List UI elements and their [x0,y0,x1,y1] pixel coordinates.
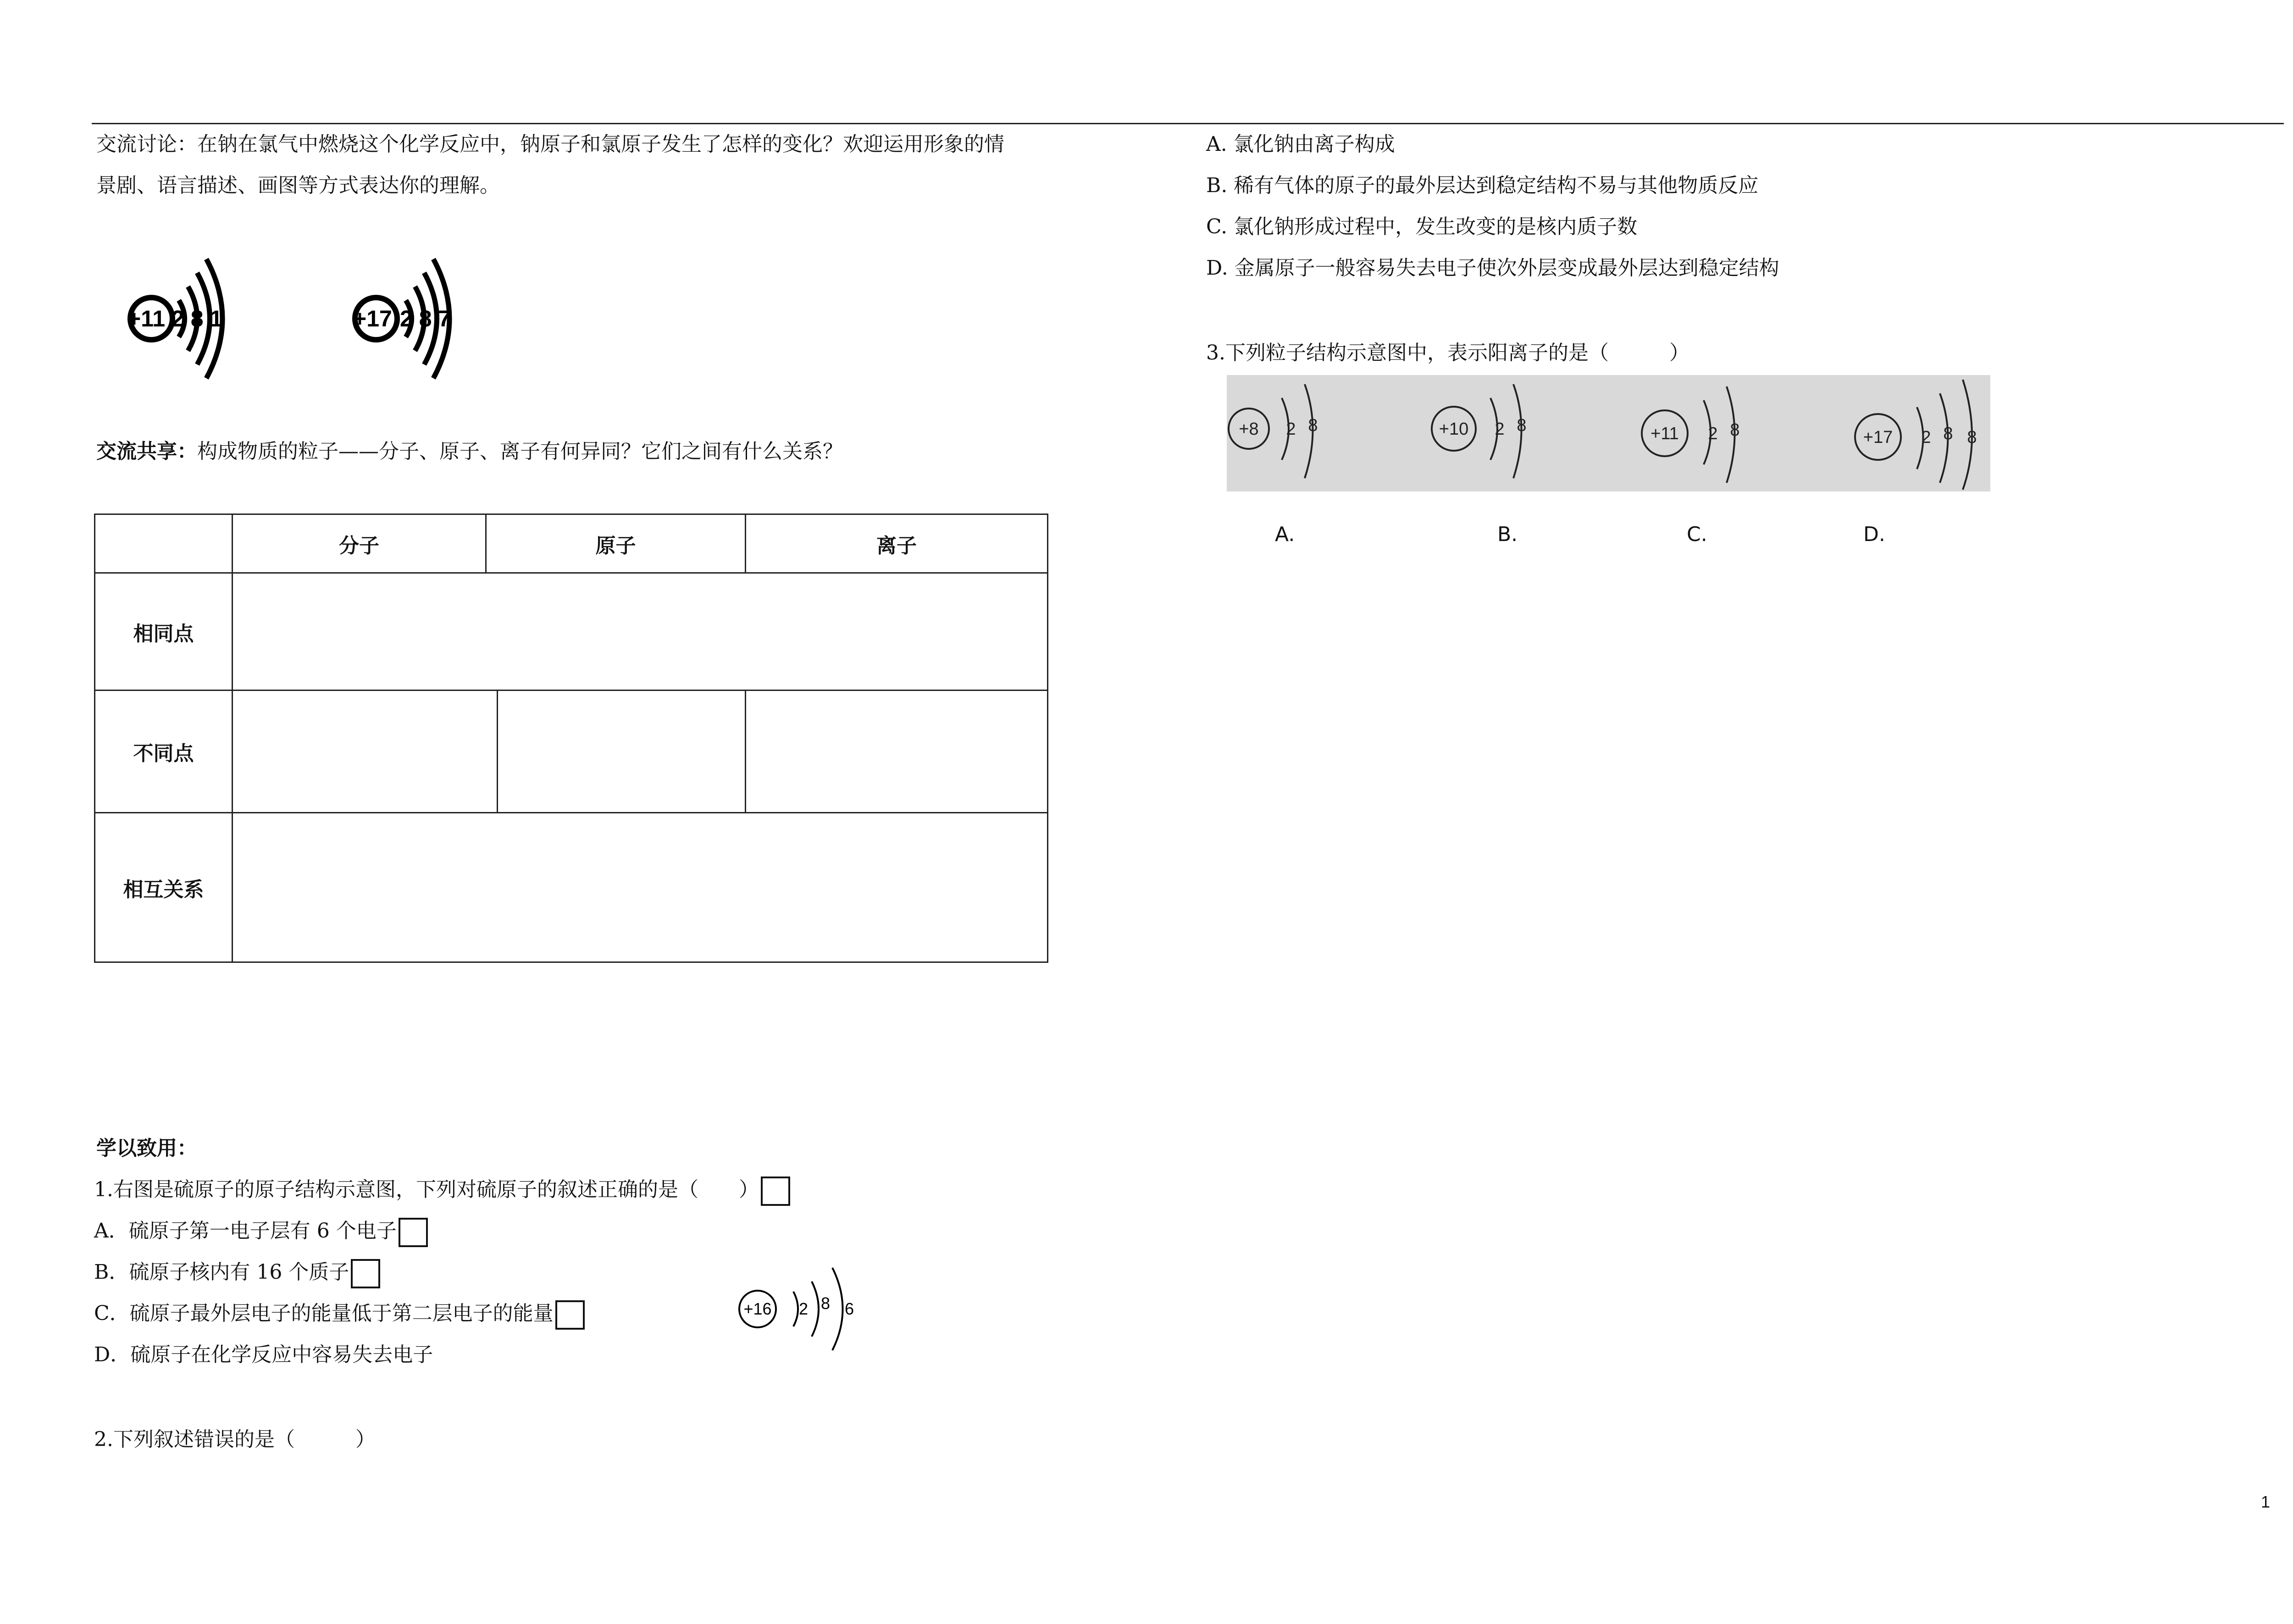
particle-a-shell-1: 2 [1286,420,1296,439]
answer-checkbox[interactable] [761,1177,790,1206]
particle-label-a: A. [1275,523,1295,546]
table-cell-differences-molecule[interactable] [233,691,498,812]
comparison-table [94,514,1048,963]
question-1-text: 1.右图是硫原子的原子结构示意图，下列对硫原子的叙述正确的是（ ） [94,1178,759,1201]
question-1-option-d: D．硫原子在化学反应中容易失去电子 [94,1343,433,1366]
sulfur-shell-2: 8 [820,1294,831,1313]
particle-d-nucleus: +17 [1863,428,1893,447]
sodium-shell-electrons: 2 8 1 [172,306,223,331]
table-header-ion: 离子 [746,514,1048,573]
question-2-option-b: B. 稀有气体的原子的最外层达到稳定结构不易与其他物质反应 [1206,174,1759,197]
discussion-prefix: 交流讨论： [96,133,197,156]
table-cell-differences-ion[interactable] [746,690,1048,813]
particle-c-nucleus: +11 [1651,424,1679,443]
option-a-checkbox[interactable] [399,1218,428,1247]
sulfur-nucleus-charge: +16 [743,1299,772,1318]
particle-label-c: C. [1687,523,1707,546]
particle-a-nucleus: +8 [1239,420,1259,439]
particle-b-shell-1: 2 [1495,420,1505,439]
table-cell-differences-atom[interactable] [498,691,745,812]
option-b-text: B．硫原子核内有 16 个质子 [94,1260,349,1284]
apply-title: 学以致用： [96,1137,197,1160]
share-paragraph [96,438,843,465]
particle-label-b: B. [1497,523,1518,546]
table-cell-differences-split [233,690,746,813]
share-text: 构成物质的粒子——分子、原子、离子有何异同？它们之间有什么关系？ [197,440,843,463]
particle-d-shell-1: 2 [1921,428,1931,447]
table-row-label-similarities: 相同点 [95,573,233,690]
particle-label-d: D. [1863,523,1885,546]
table-row-label-relationship: 相互关系 [95,813,233,962]
particle-d-shell-2: 8 [1943,424,1953,443]
option-b-checkbox[interactable] [351,1259,380,1288]
share-prefix: 交流共享： [96,440,197,463]
discussion-paragraph [96,131,1004,158]
question-2-option-a: A. 氯化钠由离子构成 [1206,133,1395,156]
question-2-option-d: D. 金属原子一般容易失去电子使次外层变成最外层达到稳定结构 [1206,256,1779,280]
question-2-option-c: C. 氯化钠形成过程中，发生改变的是核内质子数 [1206,215,1638,238]
particle-d-shell-3: 8 [1967,428,1977,447]
question-1-option-c [94,1300,585,1330]
sulfur-atom-diagram [734,1263,881,1355]
table-header-atom: 原子 [486,514,746,573]
particle-diagrams-panel [1227,375,1990,492]
table-cell-similarities[interactable] [233,573,1048,690]
discussion-line-2: 景剧、语言描述、画图等方式表达你的理解。 [96,174,500,197]
table-header-molecule: 分子 [233,514,486,573]
particle-a-shell-2: 8 [1308,416,1318,435]
question-2: 2.下列叙述错误的是（ ） [94,1428,376,1451]
option-c-text: C．硫原子最外层电子的能量低于第二层电子的能量 [94,1302,554,1325]
sodium-atom-diagram [124,243,234,381]
option-a-text: A．硫原子第一电子层有 6 个电子 [94,1219,397,1243]
option-c-checkbox[interactable] [555,1300,585,1330]
table-cell-relationship[interactable] [233,813,1048,962]
particle-c-shell-1: 2 [1708,424,1718,443]
sulfur-shell-3: 6 [844,1299,854,1318]
discussion-line-1: 在钠在氯气中燃烧这个化学反应中，钠原子和氯原子发生了怎样的变化？欢迎运用形象的情 [197,133,1004,156]
question-1 [94,1176,790,1206]
particle-c-shell-2: 8 [1730,420,1740,440]
chlorine-nucleus-charge: +17 [353,306,392,331]
chlorine-shell-electrons: 2 8 7 [400,306,451,331]
table-row-label-differences: 不同点 [95,690,233,813]
page-number: 1 [2261,1492,2271,1511]
question-3: 3.下列粒子结构示意图中，表示阳离子的是（ ） [1206,341,1689,365]
sulfur-shell-1: 2 [798,1299,809,1318]
header-rule [92,123,2284,124]
sodium-nucleus-charge: +11 [127,306,166,331]
question-1-option-b [94,1259,380,1288]
particle-b-shell-2: 8 [1517,416,1527,435]
table-header-blank [95,514,233,573]
chlorine-atom-diagram [349,243,468,381]
question-1-option-a [94,1217,428,1247]
particle-b-nucleus: +10 [1439,420,1469,439]
